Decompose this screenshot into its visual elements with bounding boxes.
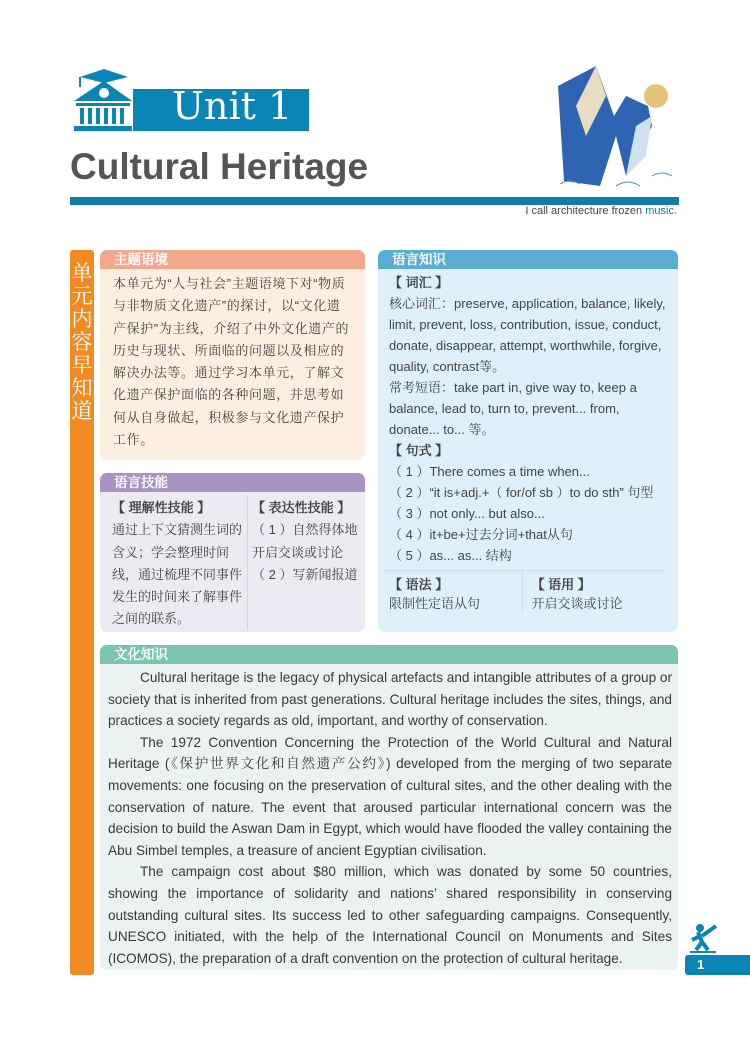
productive-label: 【 表达性技能 】	[252, 500, 351, 515]
sentence-item: （ 1 ）There comes a time when...	[389, 464, 590, 479]
theme-text: 本单元为“人与社会”主题语境下对“物质与非物质文化遗产”的探讨，以“文化遗产保护”为主线，介绍了中外文化遗产的历史与现状、所面临的问题以及相应的解决办法等。通过学习本单元，了解文化遗产保护面临的各种问题，并思考如何从自身做起，积极参与文化遗产保护工作。	[113, 276, 350, 448]
grammar-usage-row	[384, 570, 664, 613]
grammar-text: 限制性定语从句	[389, 596, 481, 611]
sentence-item: （ 4 ）it+be+过去分词+that从句	[389, 527, 573, 542]
column-divider	[247, 495, 248, 630]
sentence-item: （ 2 ）“it is+adj.+（ for/of sb ）to do sth” 句型	[389, 485, 654, 500]
usage-label: 【 语用 】	[531, 577, 591, 592]
language-skills-box	[100, 473, 365, 632]
theme-context-box	[100, 250, 365, 460]
sentence-label: 【 句式 】	[389, 443, 449, 458]
page-title: Cultural Heritage	[70, 146, 369, 187]
language-knowledge-box	[378, 250, 678, 632]
culture-heading: 文化知识	[100, 645, 678, 664]
culture-paragraph: The campaign cost about $80 million, which was donated by some 50 countries, showing the importance of solidarity and nations’ shared responsibility in conserving outstanding cultural sites. Its success led to other safeguarding campaigns. Consequently, UNESCO initiated, with the help of the International Council on Monuments and Sites (ICOMOS), the preparation of a draft convention on the protection of cultural heritage.	[108, 864, 672, 966]
grammar-label: 【 语法 】	[389, 577, 449, 592]
culture-paragraph: Cultural heritage is the legacy of physical artefacts and intangible attributes of a group or society that is inherited from past generations. Cultural heritage includes the sites, things, and practices a society regards as old, important, and worthy of conservation.	[108, 670, 672, 729]
unit-number: Unit 1	[172, 84, 293, 128]
productive-item: （ 2 ）写新闻报道	[252, 566, 358, 582]
receptive-skills	[112, 497, 244, 631]
skateboarder-icon	[688, 922, 720, 954]
usage-text: 开启交谈或讨论	[531, 596, 623, 611]
phrases: 常考短语：take part in, give way to, keep a balance, lead to, turn to, prevent... from, donate... to... 等。	[389, 380, 637, 437]
skills-heading: 语言技能	[100, 473, 365, 492]
sidebar-label: 单元内容早知道	[71, 262, 93, 423]
usage	[522, 571, 665, 613]
culture-paragraph: The 1972 Convention Concerning the Protection of the World Cultural and Natural Heritage (《保护世界文化和自然遗产公约》) developed from the merging of two separate movements: one focusing on the preservation of cultural sites, and the other dealing with the conservation of nature. The event that aroused particular international concern was the decision to build the Aswan Dam in Egypt, which would have flooded the valley containing the Abu Simbel temples, a treasure of ancient Egyptian civilisation.	[108, 734, 672, 858]
quote-text: I call architecture frozen	[525, 205, 646, 217]
school-building-icon	[72, 67, 134, 133]
core-words: 核心词汇：preserve, application, balance, likely, limit, prevent, loss, contribution, issue, conduct, donate, disappear, attempt, worthwhile, forgive, quality, contrast等。	[389, 296, 666, 374]
sentence-item: （ 5 ）as... as... 结构	[389, 548, 512, 563]
page-number: 1	[685, 955, 750, 975]
quote-highlight: music.	[645, 205, 677, 217]
receptive-label: 【 理解性技能 】	[112, 500, 211, 515]
receptive-text: 通过上下文猜测生词的含义；学会整理时间线，通过梳理不同事件发生的时间来了解事件之间的联系。	[112, 522, 243, 627]
theme-heading: 主题语境	[100, 250, 365, 269]
language-heading: 语言知识	[378, 250, 678, 269]
title-divider	[70, 197, 679, 205]
productive-skills	[252, 497, 363, 586]
sentence-item: （ 3 ）not only... but also...	[389, 506, 545, 521]
unit-quote	[525, 205, 677, 217]
cultural-knowledge-box	[100, 645, 678, 970]
mountain-letter-m-illustration	[556, 66, 680, 194]
language-content	[378, 269, 678, 566]
grammar	[384, 571, 522, 613]
productive-item: （ 1 ）自然得体地开启交谈或讨论	[252, 522, 358, 560]
vocab-label: 【 词汇 】	[389, 275, 449, 290]
